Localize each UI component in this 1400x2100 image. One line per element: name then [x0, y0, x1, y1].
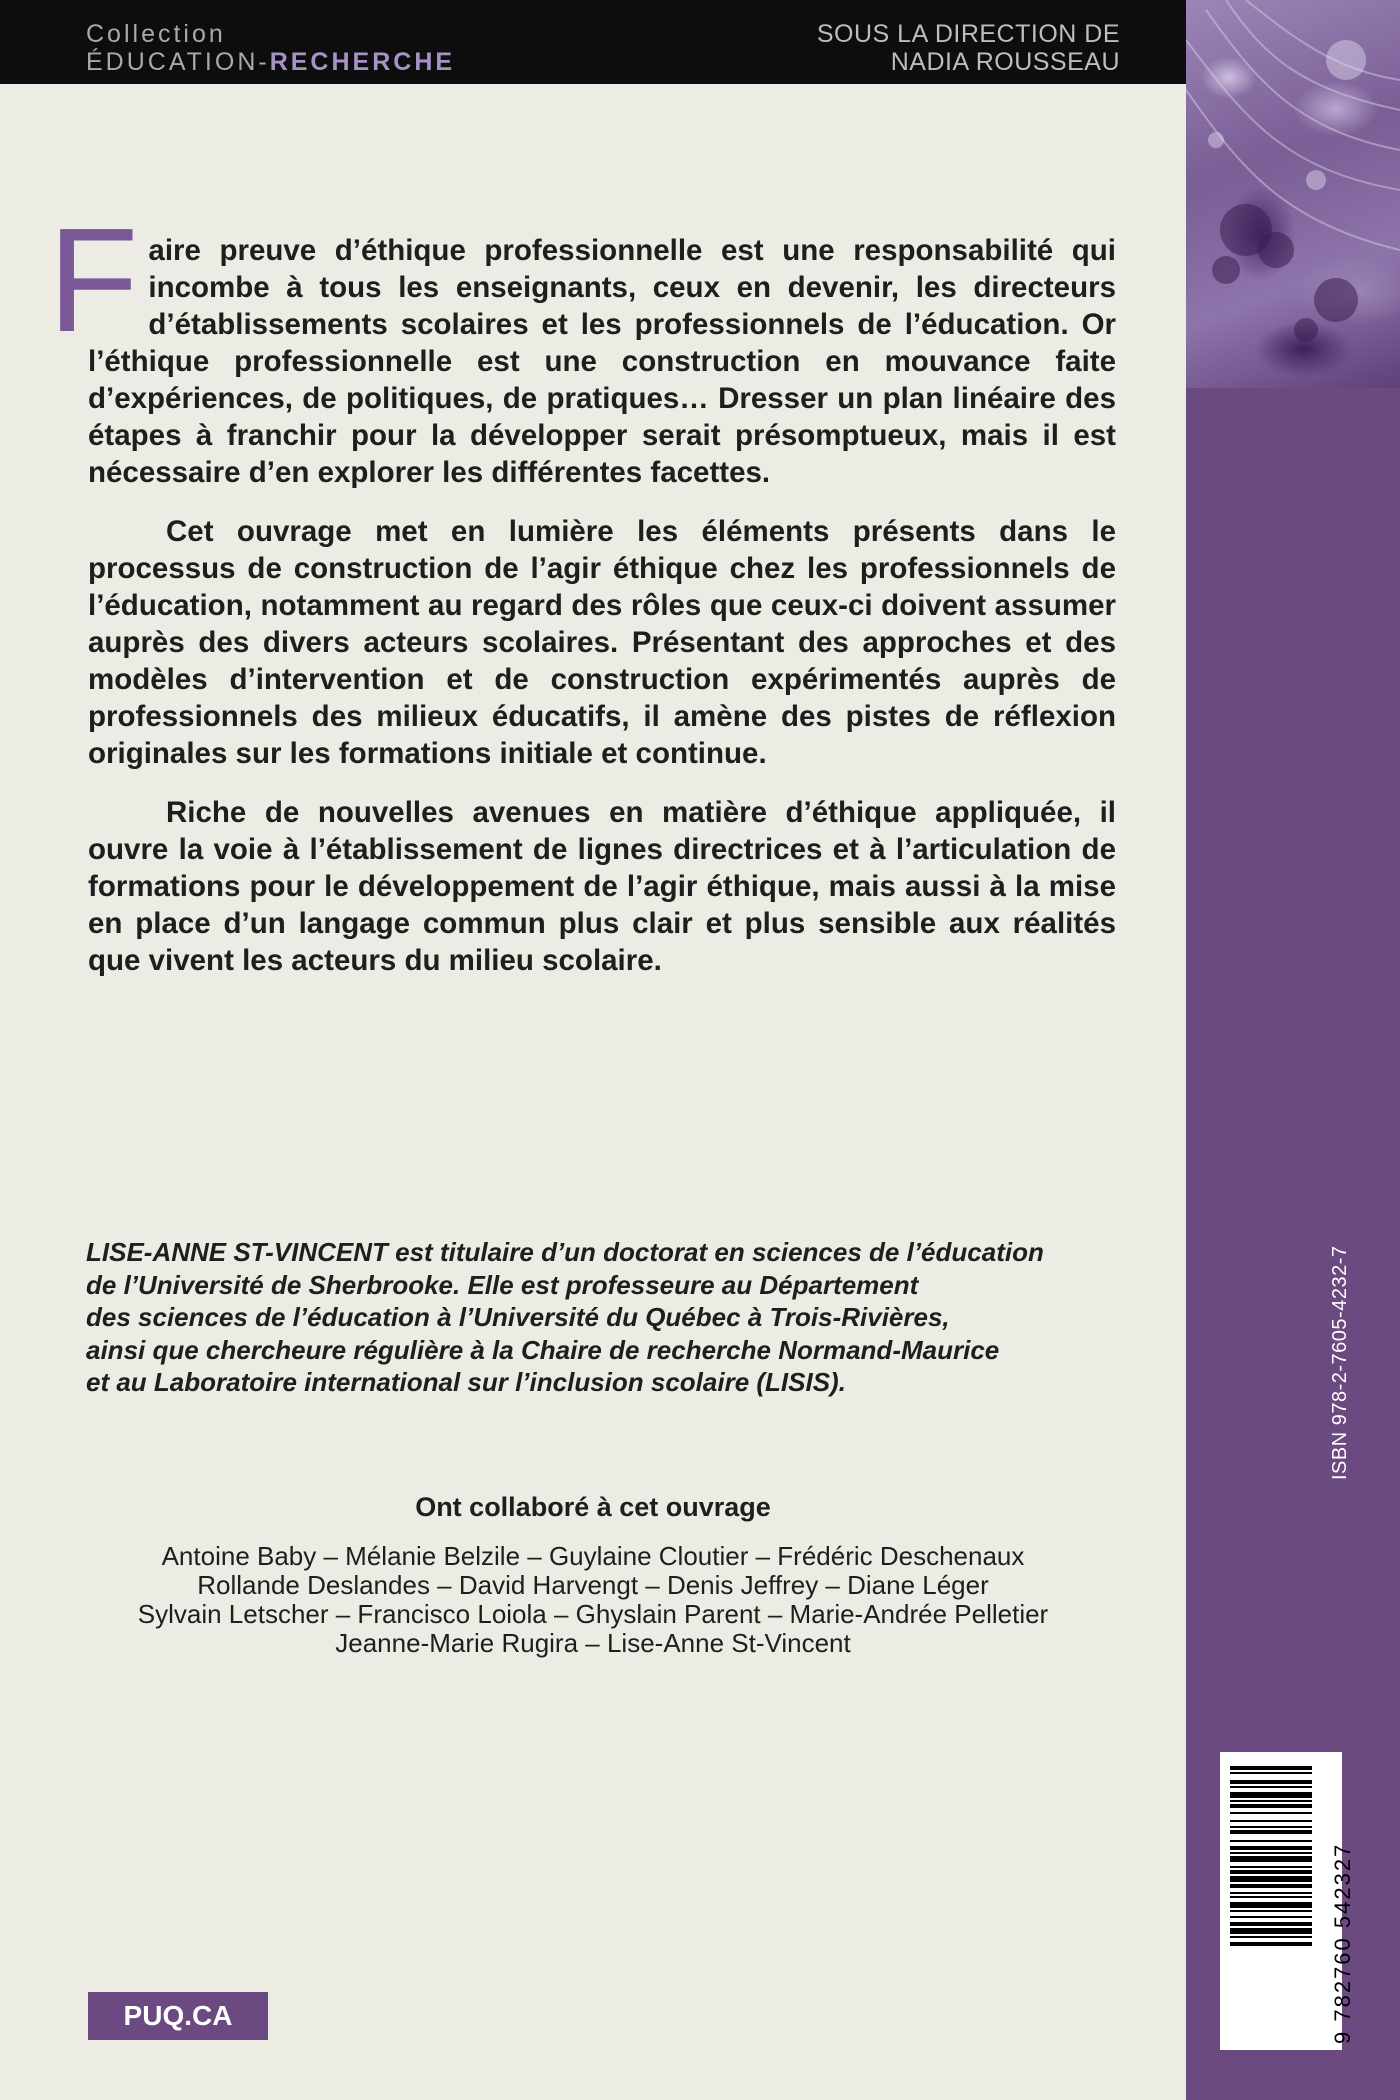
- barcode-bars: [1220, 1752, 1342, 2050]
- description-paragraph-2: Cet ouvrage met en lumière les éléments présents dans le processus de construction de l’agir éthique chez les professionnels de l’éducation, notamment au regard des rôles que ceux-ci doivent assumer auprès des divers acteurs scolaires. Présentant des approches et des modèles d’intervention et de construction expérimentés auprès de professionnels des milieux éducatifs, il amène des pistes de réflexion originales sur les formations initiale et continue.: [88, 515, 1116, 770]
- barcode-bar: [1230, 1856, 1312, 1862]
- barcode-bar: [1230, 1772, 1312, 1774]
- bio-line: des sciences de l’éducation à l’Université du Québec à Trois-Rivières,: [86, 1302, 950, 1332]
- bio-line: de l’Université de Sherbrooke. Elle est professeure au Département: [86, 1269, 919, 1300]
- collection-name: [86, 20, 455, 76]
- cover-texture-image: [1186, 0, 1400, 388]
- barcode-bar: [1230, 1928, 1312, 1934]
- drop-cap: F: [48, 198, 139, 363]
- barcode-bar: [1230, 1884, 1312, 1888]
- description-text: [48, 198, 1116, 1001]
- bio-line: LISE-ANNE ST-VINCENT est titulaire d’un doctorat en sciences de l’éducation: [86, 1237, 1044, 1267]
- bio-line: ainsi que chercheure régulière à la Chaire de recherche Normand-Maurice: [86, 1334, 1000, 1365]
- bio-line: et au Laboratoire international sur l’inclusion scolaire (LISIS).: [86, 1367, 846, 1397]
- header-bar: [0, 0, 1186, 84]
- editor-credit-label: SOUS LA DIRECTION DE: [816, 20, 1120, 48]
- barcode-bar: [1230, 1812, 1312, 1814]
- paragraph-1-text: aire preuve d’éthique professionnelle est une responsabilité qui incombe à tous les enseignants, ceux en devenir, les directeurs d’établissements scolaires et les professionnels de l’éducation. Or l’éthique professionnelle est une construction en mouvance faite d’expériences, de politiques, de pratiques… Dresser un plan linéaire des étapes à franchir pour la développer serait présomptueux, mais il est nécessaire d’en explorer les différentes facettes.: [88, 234, 1116, 489]
- collaborators-list: [0, 1542, 1186, 1658]
- isbn-label: ISBN 978-2-7605-4232-7: [1329, 1245, 1351, 1480]
- barcode-bar: [1230, 1910, 1312, 1912]
- barcode: [1220, 1752, 1355, 2050]
- barcode-bar: [1230, 1804, 1312, 1808]
- collaborators-line: Rollande Deslandes – David Harvengt – Denis Jeffrey – Diane Léger: [197, 1570, 989, 1600]
- barcode-bar: [1230, 1876, 1312, 1882]
- barcode-bar: [1230, 1870, 1312, 1874]
- collaborators-line: Jeanne-Marie Rugira – Lise-Anne St-Vincent: [335, 1628, 851, 1658]
- collection-label: Collection: [86, 20, 226, 48]
- barcode-bar: [1230, 1852, 1312, 1854]
- barcode-bar: [1230, 1840, 1312, 1842]
- barcode-bar: [1230, 1766, 1312, 1770]
- barcode-bar: [1230, 1800, 1312, 1802]
- barcode-bar: [1230, 1866, 1312, 1868]
- barcode-bar: [1230, 1942, 1312, 1946]
- barcode-bar: [1230, 1896, 1312, 1898]
- collection-series-prefix: ÉDUCATION-: [86, 48, 270, 76]
- barcode-bar: [1230, 1936, 1312, 1938]
- barcode-bar: [1230, 1780, 1312, 1784]
- barcode-digits: 9 782760 542327: [1330, 1842, 1355, 2044]
- collaborators-line: Antoine Baby – Mélanie Belzile – Guylaine Cloutier – Frédéric Deschenaux: [161, 1541, 1025, 1571]
- barcode-bar: [1230, 1786, 1312, 1788]
- barcode-bar: [1230, 1892, 1312, 1894]
- collaborators-title: Ont collaboré à cet ouvrage: [415, 1492, 771, 1522]
- barcode-bar: [1230, 1846, 1312, 1850]
- barcode-bar: [1230, 1902, 1312, 1908]
- barcode-bar: [1230, 1826, 1312, 1828]
- description-paragraph-3: Riche de nouvelles avenues en matière d’éthique appliquée, il ouvre la voie à l’établissement de lignes directrices et à l’articulation de formations pour le développement de l’agir éthique, mais aussi à la mise en place d’un langage commun plus clair et plus sensible aux réalités que vivent les acteurs du milieu scolaire.: [88, 796, 1116, 977]
- editor-name: NADIA ROUSSEAU: [890, 48, 1120, 76]
- barcode-bar: [1230, 1922, 1312, 1926]
- publisher-logo: PUQ.CA: [88, 1992, 268, 2040]
- author-bio: [86, 1236, 1126, 1399]
- collection-series-emphasis: RECHERCHE: [269, 48, 456, 76]
- collection-series: [86, 48, 455, 76]
- barcode-bar: [1230, 1830, 1312, 1834]
- barcode-bar: [1230, 1916, 1312, 1918]
- barcode-bar: [1230, 1820, 1312, 1822]
- description-paragraph-1: [48, 198, 1116, 491]
- editor-credit: [760, 20, 1120, 76]
- barcode-bar: [1230, 1792, 1312, 1798]
- collaborators-line: Sylvain Letscher – Francisco Loiola – Ghyslain Parent – Marie-Andrée Pelletier: [137, 1599, 1049, 1629]
